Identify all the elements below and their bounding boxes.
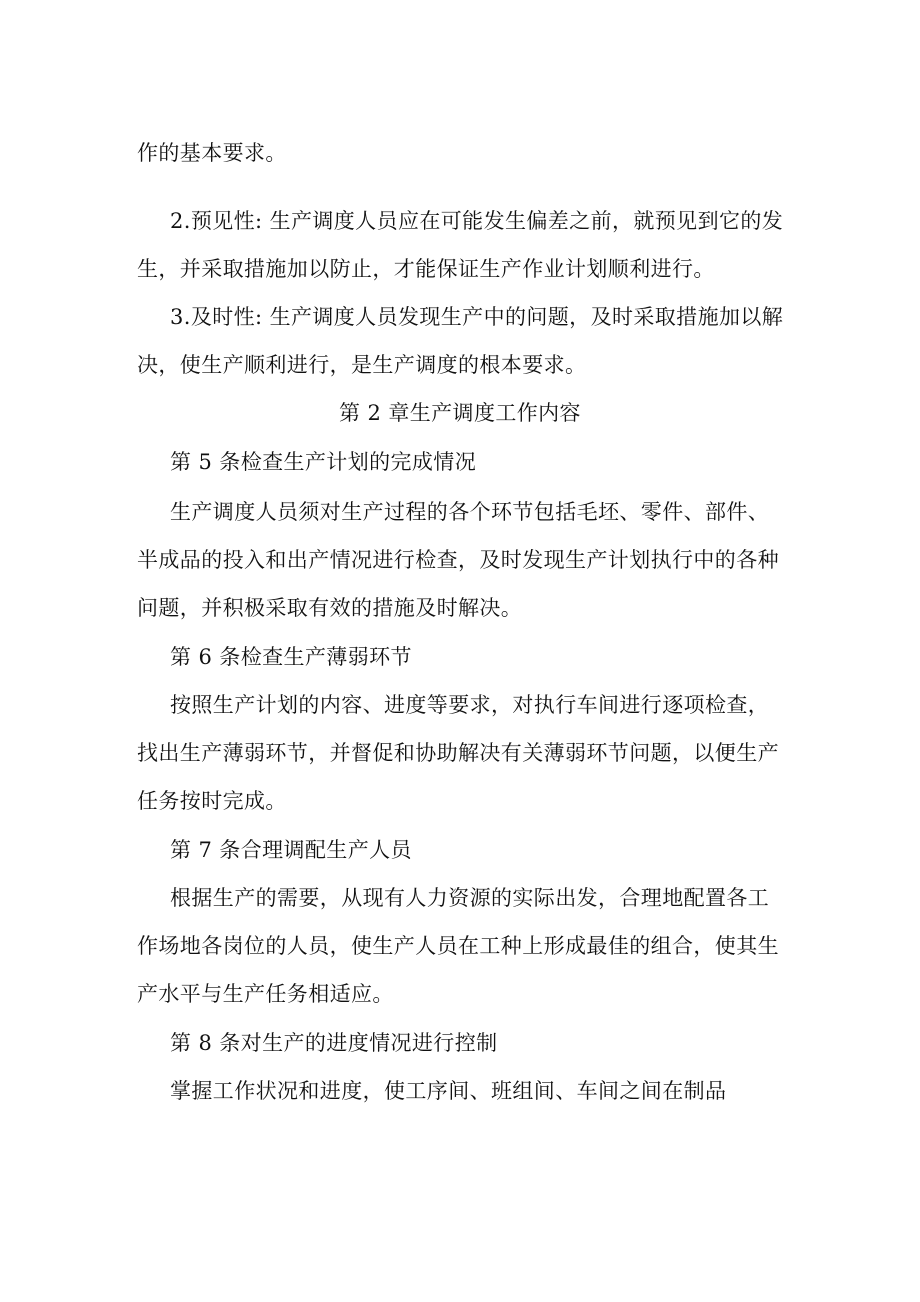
paragraph-line: 决，使生产顺利进行，是生产调度的根本要求。 xyxy=(137,353,587,377)
article-heading: 第 8 条对生产的进度情况进行控制 xyxy=(170,1031,498,1055)
paragraph-line: 问题，并积极采取有效的措施及时解决。 xyxy=(137,596,523,620)
paragraph-line: 产水平与生产任务相适应。 xyxy=(137,982,394,1006)
paragraph-line: 任务按时完成。 xyxy=(137,789,287,813)
article-heading: 第 5 条检查生产计划的完成情况 xyxy=(170,450,477,474)
paragraph-line: 生，并采取措施加以防止，才能保证生产作业计划顺利进行。 xyxy=(137,257,715,281)
paragraph-line: 3.及时性: 生产调度人员发现生产中的问题，及时采取措施加以解 xyxy=(170,305,784,329)
paragraph-line: 根据生产的需要，从现有人力资源的实际出发，合理地配置各工 xyxy=(170,886,770,910)
paragraph-line: 2.预见性: 生产调度人员应在可能发生偏差之前，就预见到它的发 xyxy=(170,209,784,233)
paragraph-line: 作的基本要求。 xyxy=(137,141,287,165)
paragraph-line: 生产调度人员须对生产过程的各个环节包括毛坯、零件、部件、 xyxy=(170,500,770,524)
paragraph-line: 找出生产薄弱环节，并督促和协助解决有关薄弱环节问题，以便生产 xyxy=(137,741,779,765)
article-heading: 第 7 条合理调配生产人员 xyxy=(170,838,412,862)
article-heading: 第 6 条检查生产薄弱环节 xyxy=(170,645,412,669)
paragraph-line: 按照生产计划的内容、进度等要求，对执行车间进行逐项检查， xyxy=(170,693,770,717)
paragraph-line: 作场地各岗位的人员，使生产人员在工种上形成最佳的组合，使其生 xyxy=(137,934,779,958)
paragraph-line: 掌握工作状况和进度，使工序间、班组间、车间之间在制品 xyxy=(170,1079,727,1103)
chapter-heading: 第 2 章生产调度工作内容 xyxy=(339,401,581,425)
paragraph-line: 半成品的投入和出产情况进行检查，及时发现生产计划执行中的各种 xyxy=(137,548,779,572)
